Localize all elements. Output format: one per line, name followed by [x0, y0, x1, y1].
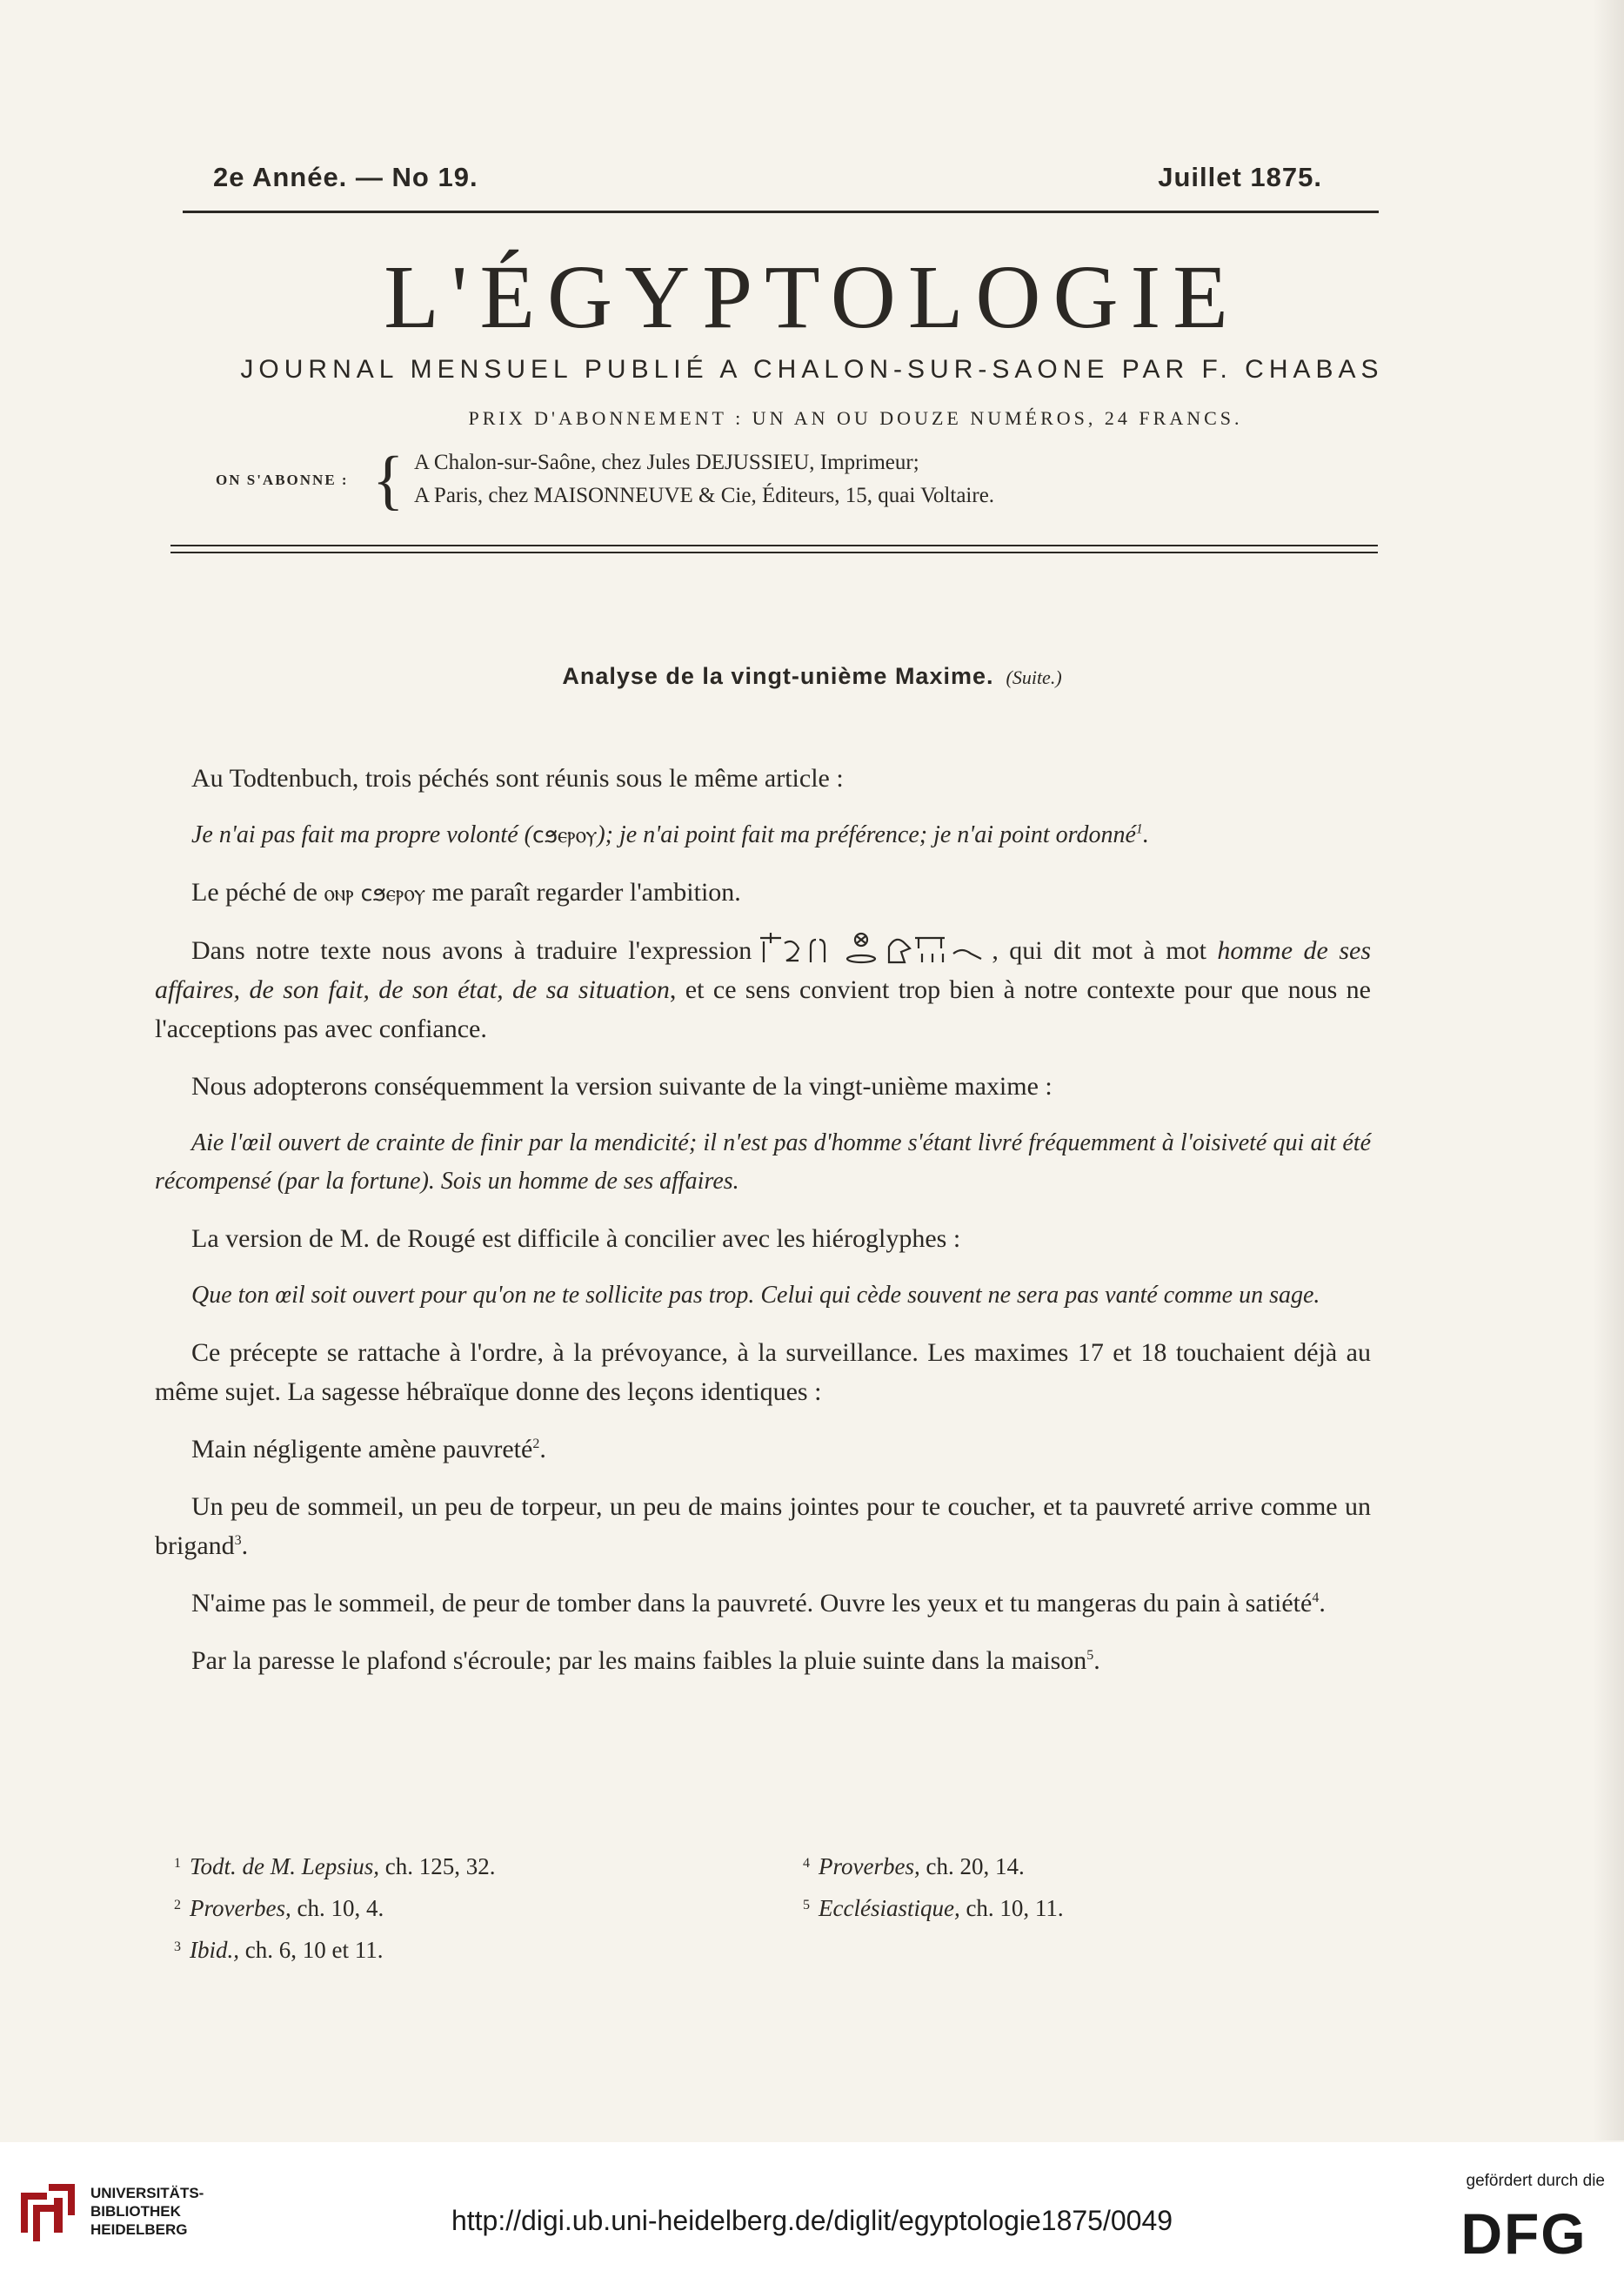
article-suite: (Suite.) — [1006, 666, 1062, 688]
issue-number: 2e Année. — No 19. — [213, 162, 478, 192]
footnote: $^4$ Proverbes, ch. 20, 14. — [803, 1853, 1025, 1879]
footnote-ref: 5 — [1086, 1648, 1094, 1663]
paragraph: N'aime pas le sommeil, de peur de tomber dans la pauvreté. Ouvre les yeux et tu mangeras du pain à satiété$^4$. — [191, 1589, 1326, 1618]
footnote-ref: 4 — [1312, 1591, 1320, 1605]
paragraph: Ce précepte se rattache à l'ordre, à la prévoyance, à la surveillance. Les maximes 17 et 18 touchaient déjà au même sujet. La sagesse hébraïque donne des leçons identiques : — [155, 1338, 1371, 1406]
issue-line — [200, 158, 1322, 202]
paragraph: Nous adopterons conséquemment la version suivante de la vingt-unième maxime : — [191, 1072, 1053, 1101]
footnote-ref: 2 — [532, 1437, 540, 1451]
quote: Je n'ai pas fait ma propre volonté (ϲϧⲉⲣⲟⲩ); je n'ai point fait ma préférence; je n'ai point ordonné$^1$. — [191, 821, 1149, 848]
digitization-banner — [0, 2142, 1624, 2284]
article-title — [0, 663, 1624, 690]
paragraph: Par la paresse le plafond s'écroule; par les mains faibles la pluie suinte dans la maison$^5$. — [191, 1646, 1100, 1675]
brace-icon: { — [372, 444, 404, 517]
paragraph: La version de M. de Rougé est difficile à concilier avec les hiéroglyphes : — [191, 1224, 961, 1253]
coptic-word: ϲϧⲉⲣⲟⲩ — [531, 822, 598, 847]
quote: Que ton œil soit ouvert pour qu'on ne te sollicite pas trop. Celui qui cède souvent ne sera pas vanté comme un sage. — [191, 1282, 1320, 1309]
masthead-double-rule — [170, 545, 1378, 553]
footnote-ref: 1 — [1135, 821, 1143, 837]
subscription-price: PRIX D'ABONNEMENT : UN AN OU DOUZE NUMÉROS, 24 FRANCS. — [468, 407, 1243, 429]
footnote: $^5$ Ecclésiastique, ch. 10, 11. — [803, 1895, 1064, 1921]
journal-title: L'ÉGYPTOLOGIE — [384, 247, 1240, 347]
footnote-ref: 3 — [234, 1533, 242, 1548]
footnote: $^2$ Proverbes, ch. 10, 4. — [174, 1895, 384, 1921]
paragraph: Main négligente amène pauvreté$^2$. — [191, 1435, 546, 1464]
svg-text:DFG: DFG — [1460, 2207, 1587, 2259]
subscribe-paris: A Paris, chez MAISONNEUVE & Cie, Éditeurs, 15, quai Voltaire. — [414, 484, 995, 507]
subscribe-chalon: A Chalon-sur-Saône, chez Jules DEJUSSIEU, Imprimeur; — [414, 451, 919, 474]
paragraph: Un peu de sommeil, un peu de torpeur, un peu de mains jointes pour te coucher, et ta pauvreté arrive comme un brigand$^3$. — [155, 1492, 1371, 1560]
footnote: $^1$ Todt. de M. Lepsius, ch. 125, 32. — [174, 1853, 496, 1879]
funded-by-label: gefördert durch die — [1466, 2172, 1605, 2190]
subscribe-label: ON S'ABONNE : — [216, 472, 349, 488]
subscription-info — [216, 445, 1347, 515]
footnote: $^3$ Ibid., ch. 6, 10 et 11. — [174, 1937, 384, 1963]
paragraph: Au Todtenbuch, trois péchés sont réunis sous le même article : — [191, 764, 844, 793]
top-rule — [183, 211, 1379, 213]
footnotes — [155, 1853, 1373, 1984]
journal-subtitle: JOURNAL MENSUEL PUBLIÉ A CHALON-SUR-SAONE PAR F. CHABAS — [240, 355, 1384, 384]
dfg-logo-icon — [1443, 2207, 1605, 2259]
article-heading: Analyse de la vingt-unième Maxime. — [562, 663, 994, 689]
issue-date: Juillet 1875. — [1158, 162, 1322, 192]
source-url-link[interactable]: http://digi.ub.uni-heidelberg.de/diglit/egyptologie1875/0049 — [451, 2205, 1173, 2236]
article-body — [155, 759, 1371, 1698]
coptic-word: ⲟⲛⲣ ϲϧⲉⲣⲟⲩ — [324, 881, 426, 906]
university-library-name: UNIVERSITÄTS- BIBLIOTHEK HEIDELBERG — [90, 2185, 204, 2238]
paragraph: Dans notre texte nous avons à traduire l'expression , qui dit mot à mot homme de ses affaires, de son fait, de son état, de sa situation, et ce sens convient trop bien à notre contexte pour que nous ne l'acceptions pas avec confiance. — [155, 931, 1371, 1048]
paragraph: Le péché de ⲟⲛⲣ ϲϧⲉⲣⲟⲩ me paraît regarder l'ambition. — [191, 878, 741, 907]
quote: Aie l'œil ouvert de crainte de finir par la mendicité; il n'est pas d'homme s'étant livré fréquemment à l'oisiveté qui ait été récompensé (par la fortune). Sois un homme de ses affaires. — [155, 1129, 1371, 1195]
hieroglyph-group-icon — [759, 931, 985, 966]
